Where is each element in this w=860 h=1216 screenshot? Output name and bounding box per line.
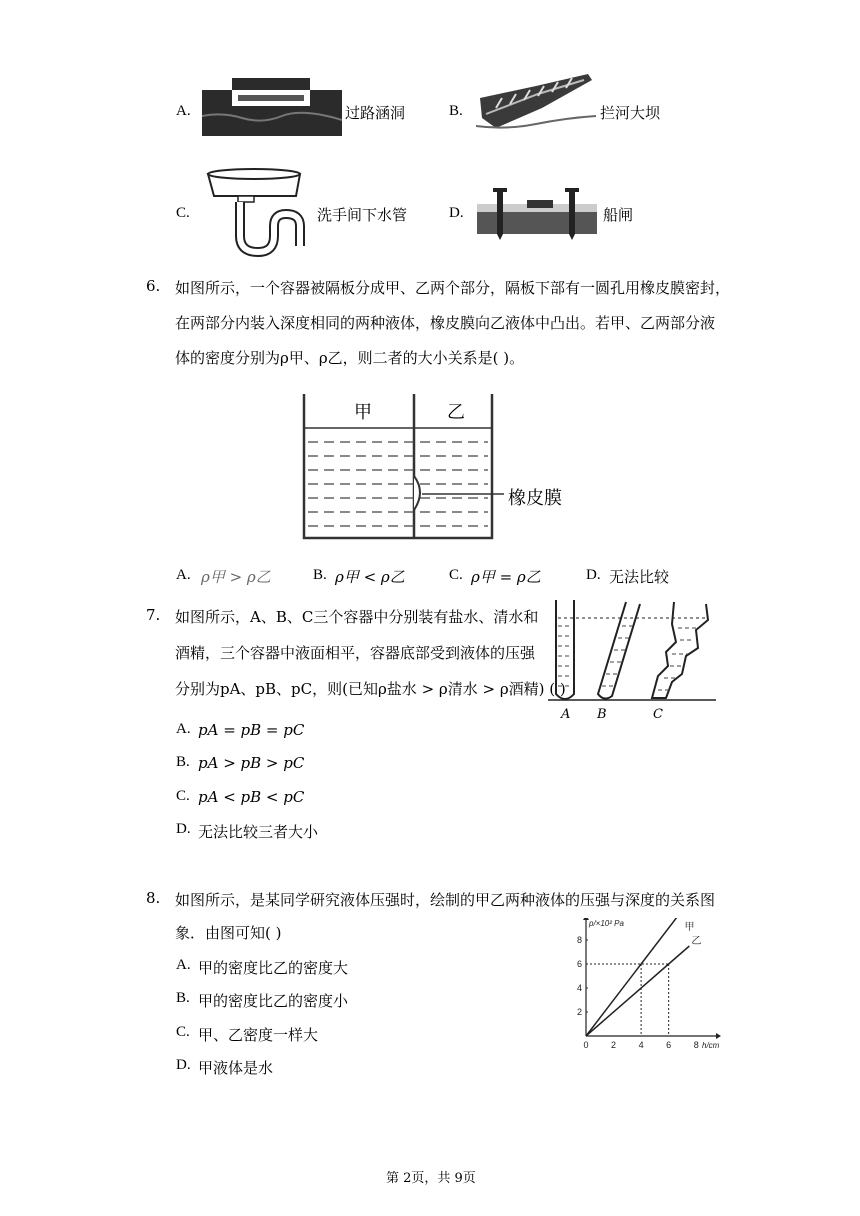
- q7-text-line3: 分别为pA、pB、pC，则(已知ρ盐水 > ρ清水 > ρ酒精) ( ): [175, 680, 566, 698]
- q7-option-a-text: pA = pB = pC: [198, 721, 305, 739]
- q6-text-line2: 在两部分内装入深度相同的两种液体，橡皮膜向乙液体中凸出。若甲、乙两部分液: [175, 314, 716, 332]
- q6-container-figure: [296, 392, 586, 548]
- q5-option-d-letter: D.: [449, 205, 464, 221]
- q7-fig-label-b: B: [597, 707, 607, 722]
- series-line-jia: [586, 918, 682, 1036]
- q6-fig-label-right: 乙: [447, 402, 465, 423]
- y-tick-label: 2: [576, 1007, 582, 1017]
- q6-text-line1: 如图所示，一个容器被隔板分成甲、乙两个部分，隔板下部有一圆孔用橡皮膜密封，: [175, 279, 731, 297]
- q5-option-c-letter: C.: [176, 205, 190, 221]
- page-footer: 第 2页，共 9页: [386, 1171, 476, 1186]
- q5-option-b-caption: 拦河大坝: [600, 104, 661, 122]
- q6-option-d-letter: D.: [586, 567, 601, 583]
- y-tick-label: 4: [576, 983, 582, 993]
- culvert-image: [202, 76, 342, 138]
- y-tick-label: 8: [576, 935, 582, 945]
- q7-option-d-letter: D.: [176, 821, 191, 837]
- q6-option-a-text: ρ甲 > ρ乙: [201, 568, 271, 586]
- q8-option-b-text: 甲的密度比乙的密度小: [198, 992, 349, 1010]
- q6-fig-label-left: 甲: [354, 402, 372, 423]
- series-line-yi: [586, 946, 689, 1036]
- q7-containers-figure: [548, 596, 716, 708]
- q6-option-c-text: ρ甲 = ρ乙: [471, 568, 541, 586]
- q7-text-line2: 酒精，三个容器中液面相平，容器底部受到液体的压强: [175, 644, 536, 662]
- q8-option-b-letter: B.: [176, 990, 190, 1006]
- q7-number: 7.: [146, 606, 161, 624]
- dam-image: [476, 68, 596, 138]
- q7-option-c-text: pA < pB < pC: [198, 788, 305, 806]
- q7-option-a-letter: A.: [176, 721, 191, 737]
- x-axis-label: h/cm: [702, 1041, 720, 1050]
- q8-option-c-text: 甲、乙密度一样大: [198, 1026, 319, 1044]
- q6-number: 6.: [146, 277, 161, 295]
- q8-option-a-letter: A.: [176, 957, 191, 973]
- q8-option-d-text: 甲液体是水: [198, 1059, 274, 1077]
- q6-option-b-text: ρ甲 < ρ乙: [335, 568, 405, 586]
- x-tick-label: 0: [583, 1040, 589, 1050]
- q8-option-a-text: 甲的密度比乙的密度大: [198, 959, 349, 977]
- q8-pressure-depth-chart: [566, 918, 722, 1058]
- q8-option-d-letter: D.: [176, 1057, 191, 1073]
- q7-text-line1: 如图所示，A、B、C三个容器中分别装有盐水、清水和: [175, 608, 539, 626]
- y-axis-label: p/×10² Pa: [589, 919, 624, 928]
- x-tick-label: 8: [693, 1040, 699, 1050]
- series-label: 乙: [691, 936, 702, 947]
- q7-fig-label-c: C: [653, 707, 663, 722]
- q6-option-c-letter: C.: [449, 567, 463, 583]
- q8-text-line1: 如图所示，是某同学研究液体压强时，绘制的甲乙两种液体的压强与深度的关系图: [175, 891, 716, 909]
- q7-option-d-text: 无法比较三者大小: [198, 823, 319, 841]
- q5-option-b-letter: B.: [449, 103, 463, 119]
- y-tick-label: 6: [576, 959, 582, 969]
- q6-text-line3: 体的密度分别为ρ甲、ρ乙，则二者的大小关系是( )。: [175, 349, 525, 367]
- q6-option-b-letter: B.: [313, 567, 327, 583]
- q8-number: 8.: [146, 889, 161, 907]
- q5-option-a-letter: A.: [176, 103, 191, 119]
- x-tick-label: 4: [638, 1040, 644, 1050]
- q5-option-a-caption: 过路涵洞: [345, 104, 406, 122]
- series-label: 甲: [684, 922, 695, 933]
- q7-fig-label-a: A: [561, 707, 571, 722]
- q8-text-line2: 象．由图可知( ): [175, 924, 282, 942]
- ship-lock-image: [477, 184, 597, 240]
- x-tick-label: 6: [666, 1040, 672, 1050]
- q5-option-c-caption: 洗手间下水管: [317, 206, 408, 224]
- x-tick-label: 2: [611, 1040, 617, 1050]
- q7-option-b-text: pA > pB > pC: [198, 754, 305, 772]
- q6-option-a-letter: A.: [176, 567, 191, 583]
- q7-option-b-letter: B.: [176, 754, 190, 770]
- q7-option-c-letter: C.: [176, 788, 190, 804]
- x-axis-arrow: [716, 1033, 721, 1039]
- q5-option-d-caption: 船闸: [603, 206, 634, 224]
- q8-option-c-letter: C.: [176, 1024, 190, 1040]
- q6-option-d-text: 无法比较: [609, 568, 670, 586]
- sink-pipe-image: [204, 166, 316, 258]
- q6-fig-label-membrane: 橡皮膜: [508, 488, 562, 509]
